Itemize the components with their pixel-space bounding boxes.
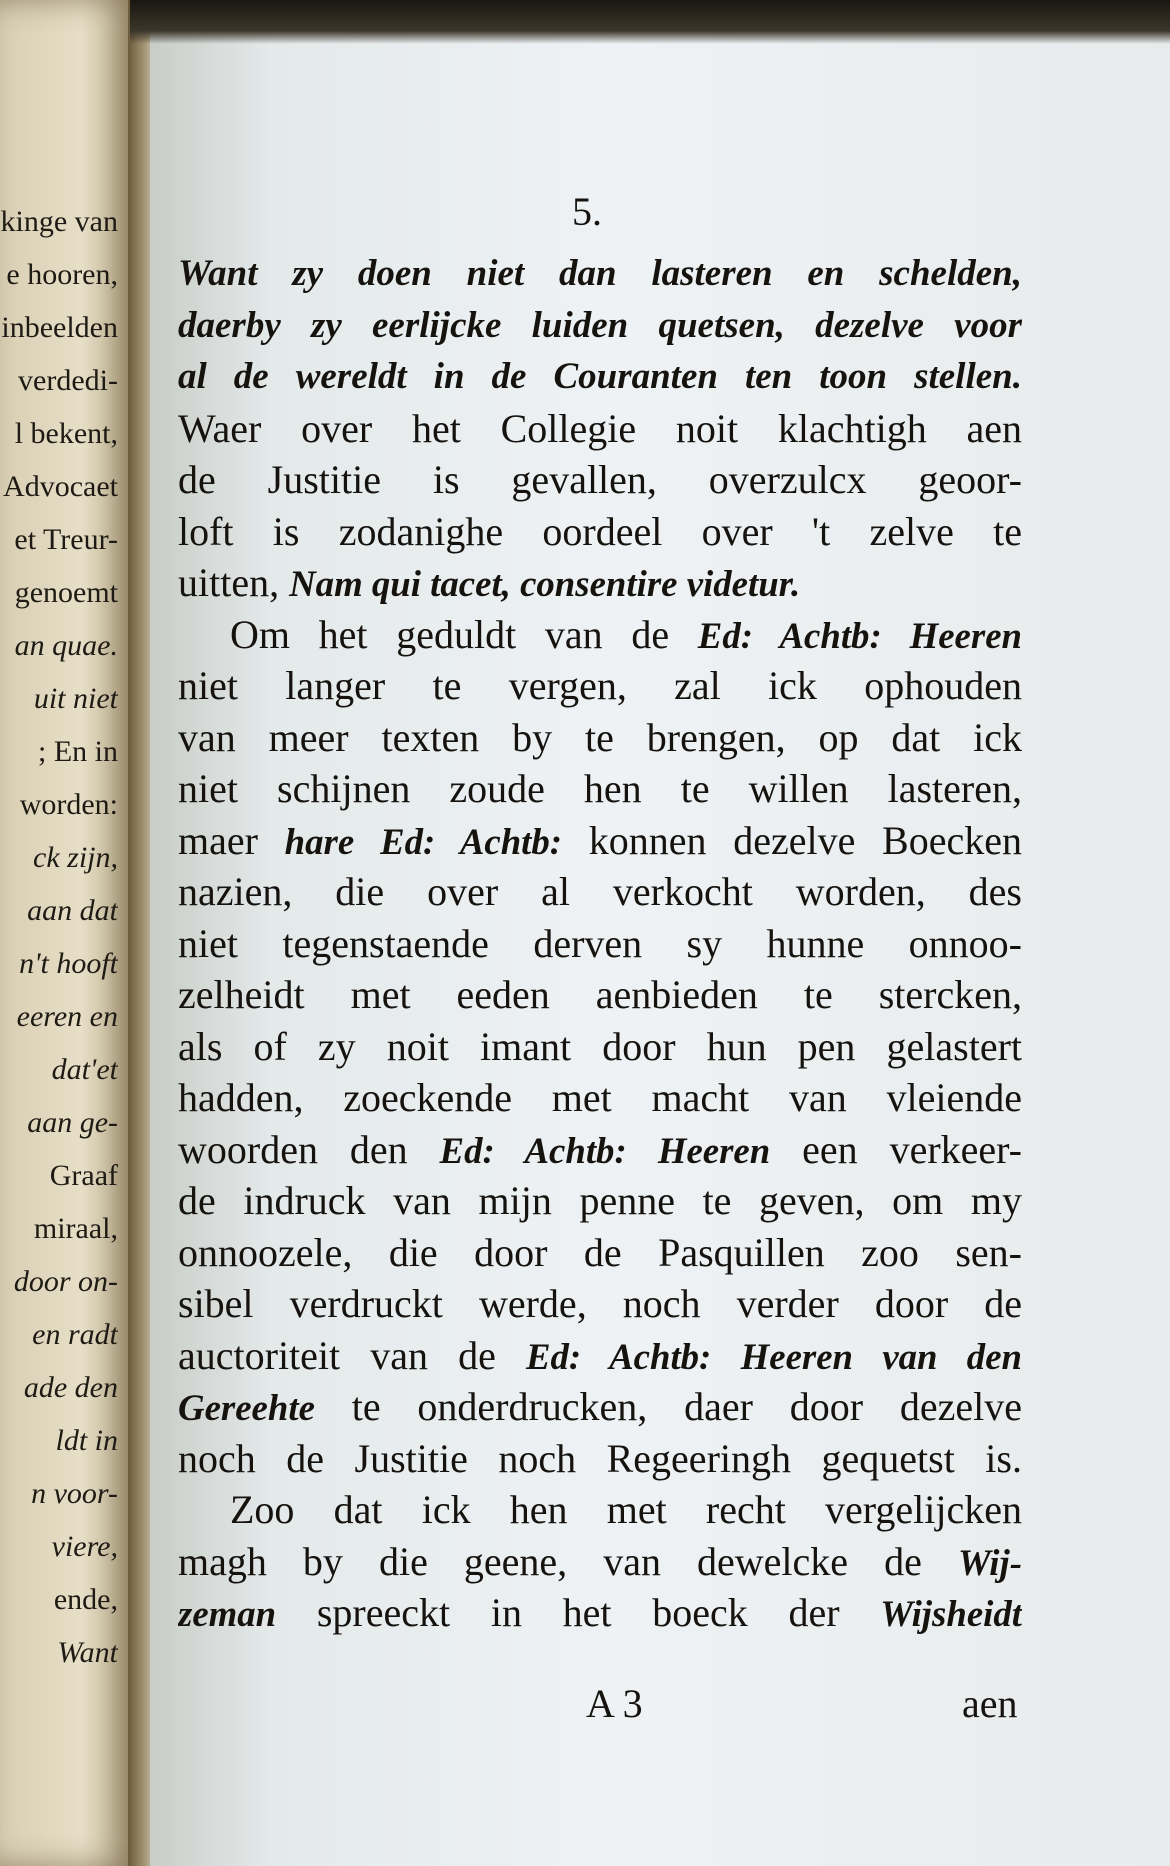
left-page-fragment: ade den [23, 1371, 118, 1404]
line-text: de Justitie is gevallen, overzulcx geoor- [178, 457, 1022, 502]
emphasized-text: Wijsheidt [880, 1593, 1022, 1634]
left-page-fragment: l bekent, [14, 417, 118, 450]
line-text: als of zy noit imant door hun pen gelastert [178, 1024, 1022, 1069]
emphasized-text: zeman [178, 1593, 277, 1634]
left-page-fragment: door on- [13, 1265, 118, 1298]
text-line [178, 405, 1022, 453]
text-line [178, 1229, 1022, 1277]
line-text: nazien, die over al verkocht worden, des [178, 869, 1022, 914]
text-line [178, 302, 1022, 350]
text-line [178, 456, 1022, 504]
text-line [178, 1177, 1022, 1225]
emphasized-text: Nam qui tacet, consentire videtur. [289, 563, 801, 604]
line-text: niet langer te vergen, zal ick ophouden [178, 663, 1022, 708]
text-line [178, 1074, 1022, 1122]
text-line [178, 1332, 1022, 1381]
line-text: onnoozele, die door de Pasquillen zoo sen- [178, 1230, 1022, 1275]
left-page-fragment: ck zijn, [33, 841, 118, 874]
emphasized-text: Want zy doen niet dan lasteren en schelden, [178, 253, 1022, 294]
top-shadow [130, 0, 1170, 44]
line-text: spreeckt in het boeck der [276, 1590, 881, 1635]
emphasized-text: daerby zy eerlijcke luiden quetsen, dezelve voor [178, 305, 1022, 346]
text-line [178, 920, 1022, 968]
text-line [178, 662, 1022, 710]
emphasized-text: Ed: Achtb: Heeren [697, 615, 1022, 656]
left-page-fragment: eeren en [16, 1000, 118, 1033]
signature-mark: A 3 [586, 1681, 643, 1726]
left-page-fragment: Advocaet [3, 470, 118, 503]
line-text: niet tegenstaende derven sy hunne onnoo- [178, 921, 1022, 966]
left-page-fragment: Want [57, 1636, 118, 1669]
page-number: 5. [572, 189, 602, 234]
text-line [178, 508, 1022, 556]
text-line [178, 353, 1022, 401]
text-line [178, 868, 1022, 916]
line-text: loft is zodanighe oordeel over 't zelve te [178, 509, 1022, 554]
emphasized-text: Wij- [957, 1542, 1022, 1583]
line-text: auctoriteit van de [178, 1333, 526, 1378]
text-line [178, 611, 1022, 660]
text-line [178, 1280, 1022, 1328]
emphasized-text: al de wereldt in de Couranten ten toon stellen. [178, 356, 1022, 397]
left-page-fragment: aan ge- [27, 1106, 118, 1139]
left-page-fragment: an quae. [14, 629, 118, 662]
left-page-fragment: en radt [32, 1318, 118, 1351]
line-text: konnen dezelve Boecken [562, 818, 1022, 863]
left-page-fragment: aan dat [27, 894, 118, 927]
left-page-fragment: n't hooft [19, 947, 118, 980]
emphasized-text: Gereehte [178, 1387, 315, 1428]
text-line [178, 559, 1022, 608]
line-text: van meer texten by te brengen, op dat ick [178, 715, 1022, 760]
left-page-fragment: ldt in [55, 1424, 118, 1457]
line-text: Om het geduldt van de [230, 612, 698, 657]
left-page-fragment: dat'et [51, 1053, 118, 1086]
text-line [178, 714, 1022, 762]
text-line [178, 1486, 1022, 1534]
left-page-fragment: ende, [53, 1583, 118, 1616]
text-line [178, 1589, 1022, 1638]
line-text: magh by die geene, van dewelcke de [178, 1539, 958, 1584]
emphasized-text: Ed: Achtb: Heeren [439, 1130, 771, 1171]
line-text: hadden, zoeckende met macht van vleiende [178, 1075, 1022, 1120]
left-page-fragment: verdedi- [18, 364, 118, 397]
catchword: aen [962, 1681, 1018, 1726]
text-line [178, 250, 1022, 298]
line-text: te onderdrucken, daer door dezelve [314, 1384, 1022, 1429]
left-page-fragment: worden: [19, 788, 118, 821]
emphasized-text: Ed: Achtb: Heeren van den [525, 1336, 1022, 1377]
text-line [178, 1538, 1022, 1587]
emphasized-text: hare Ed: Achtb: [284, 821, 563, 862]
line-text: niet schijnen zoude hen te willen lasteren, [178, 766, 1022, 811]
left-page-fragment: Graaf [49, 1159, 118, 1192]
text-line [178, 1435, 1022, 1483]
left-page-fragment: genoemt [14, 576, 118, 609]
left-page-fragment: uit niet [33, 682, 118, 715]
text-line [178, 765, 1022, 813]
text-line [178, 1126, 1022, 1175]
line-text: sibel verdruckt werde, noch verder door de [178, 1281, 1022, 1326]
text-line [178, 1383, 1022, 1432]
line-text: noch de Justitie noch Regeeringh gequetst is. [178, 1436, 1022, 1481]
left-page-fragment: miraal, [33, 1212, 118, 1245]
text-line [178, 971, 1022, 1019]
line-text: maer [178, 818, 285, 863]
left-page-fragment: kinge van [0, 205, 118, 238]
left-page [0, 0, 135, 1866]
line-text: zelheidt met eeden aenbieden te stercken, [178, 972, 1022, 1017]
left-page-fragment: et Treur- [14, 523, 118, 556]
line-text: woorden den [178, 1127, 440, 1172]
line-text: de indruck van mijn penne te geven, om my [178, 1178, 1022, 1223]
left-page-fragment: inbeelden [1, 311, 118, 344]
line-text: Waer over het Collegie noit klachtigh aen [178, 406, 1022, 451]
line-text: uitten, [178, 560, 290, 605]
left-page-fragment: n voor- [31, 1477, 118, 1510]
left-page-fragment: ; En in [38, 735, 118, 768]
left-page-fragment: viere, [51, 1530, 118, 1563]
left-page-fragment: e hooren, [6, 258, 118, 291]
line-text: Zoo dat ick hen met recht vergelijcken [230, 1487, 1022, 1532]
text-line [178, 817, 1022, 866]
line-text: een verkeer- [770, 1127, 1022, 1172]
text-line [178, 1023, 1022, 1071]
